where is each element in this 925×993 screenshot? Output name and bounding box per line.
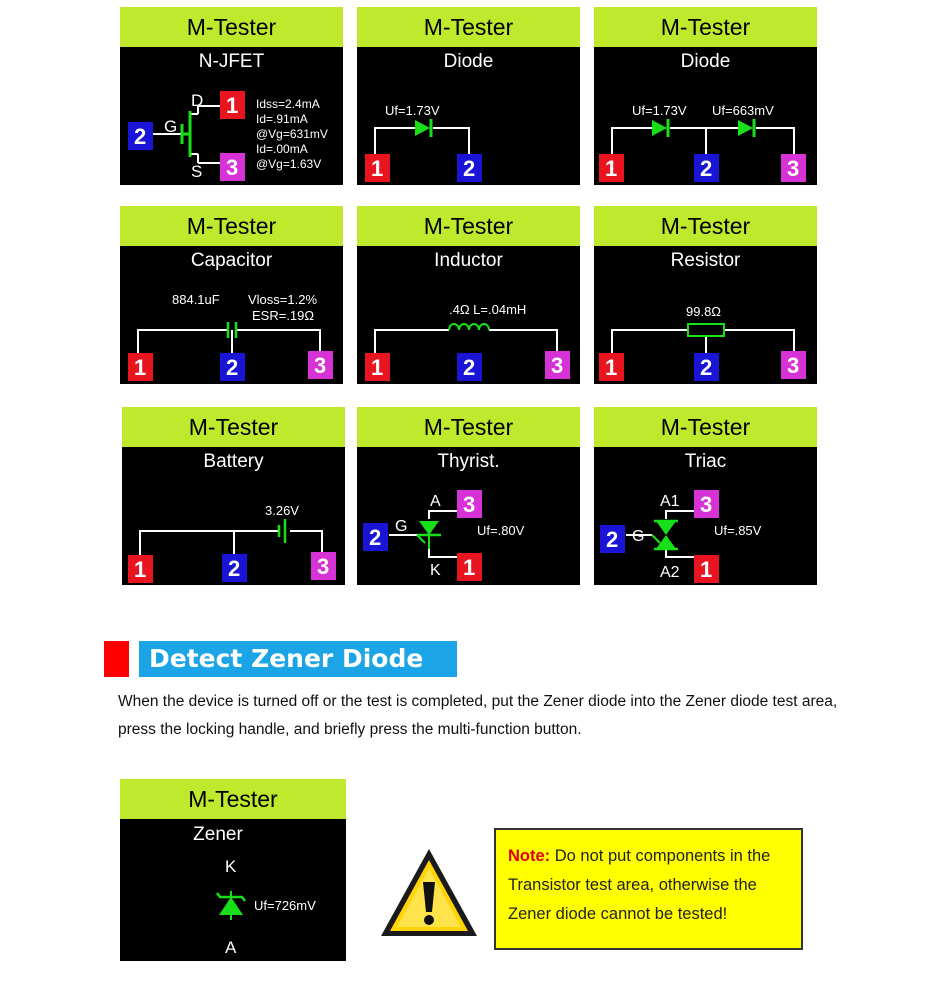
svg-text:2: 2 — [700, 156, 713, 181]
svg-text:1: 1 — [700, 557, 713, 582]
svg-text:A1: A1 — [660, 493, 680, 510]
diode-double-diagram — [594, 7, 817, 185]
svg-text:2: 2 — [463, 156, 476, 181]
svg-text:Id=.91mA: Id=.91mA — [256, 112, 308, 126]
svg-text:A2: A2 — [660, 564, 680, 581]
thyristor-diagram — [357, 407, 580, 585]
instructions-text: When the device is turned off or the test is completed, put the Zener diode into the Zener diode test area, press the locking handle, and briefly press the multi-function button. — [118, 693, 838, 738]
inductor-diagram — [357, 206, 580, 384]
svg-text:@Vg=1.63V: @Vg=1.63V — [256, 157, 322, 171]
svg-text:Uf=1.73V: Uf=1.73V — [385, 103, 440, 118]
svg-text:@Vg=631mV: @Vg=631mV — [256, 127, 328, 141]
screen-title: N-JFET — [198, 51, 265, 72]
svg-text:G: G — [395, 518, 408, 535]
section-title: Detect Zener Diode — [149, 644, 424, 673]
svg-text:3: 3 — [317, 554, 330, 579]
section-marker — [104, 641, 129, 677]
svg-text:1: 1 — [134, 355, 147, 380]
screen-thyristor — [357, 407, 580, 585]
svg-text:3: 3 — [787, 156, 800, 181]
svg-text:Uf=663mV: Uf=663mV — [712, 103, 774, 118]
screen-njfet — [120, 7, 343, 185]
njfet-diagram — [120, 7, 343, 185]
resistor-diagram — [594, 206, 817, 384]
svg-text:2: 2 — [606, 527, 619, 552]
svg-text:K: K — [430, 562, 441, 579]
svg-text:2: 2 — [226, 355, 239, 380]
triac-diagram — [594, 407, 817, 585]
screen-title: Capacitor — [190, 250, 273, 271]
screen-header: M-Tester — [357, 7, 580, 47]
svg-text:A: A — [430, 493, 441, 510]
screen-header: M-Tester — [357, 206, 580, 246]
svg-text:3: 3 — [314, 353, 327, 378]
svg-text:1: 1 — [134, 557, 147, 582]
svg-text:G: G — [164, 117, 178, 136]
svg-text:884.1uF: 884.1uF — [172, 292, 220, 307]
svg-text:K: K — [225, 857, 237, 876]
screen-header: M-Tester — [122, 407, 345, 447]
svg-text:1: 1 — [371, 156, 384, 181]
svg-text:3: 3 — [700, 492, 713, 517]
screen-title: Resistor — [670, 250, 741, 271]
svg-text:1: 1 — [226, 93, 239, 118]
screen-header: M-Tester — [120, 206, 343, 246]
section-heading — [104, 641, 457, 677]
svg-text:G: G — [632, 528, 645, 545]
svg-text:Uf=.85V: Uf=.85V — [714, 523, 762, 538]
svg-text:Id=.00mA: Id=.00mA — [256, 142, 308, 156]
note-box — [494, 828, 803, 950]
warning-triangle-icon — [378, 846, 480, 940]
screen-title: Inductor — [434, 250, 503, 271]
note-text: Do not put components in the Transistor test area, otherwise the Zener diode cannot be tested! — [508, 847, 771, 923]
screen-header: M-Tester — [594, 407, 817, 447]
svg-text:Vloss=1.2%: Vloss=1.2% — [248, 292, 318, 307]
screen-diode-double — [594, 7, 817, 185]
svg-text:3: 3 — [226, 155, 239, 180]
svg-text:2: 2 — [228, 556, 241, 581]
screen-inductor — [357, 206, 580, 384]
screen-capacitor — [120, 206, 343, 384]
svg-text:ESR=.19Ω: ESR=.19Ω — [252, 308, 315, 323]
screen-title: Diode — [443, 51, 494, 72]
screen-title: Zener — [193, 824, 243, 845]
svg-text:2: 2 — [463, 355, 476, 380]
diode-diagram — [357, 7, 580, 185]
capacitor-diagram — [120, 206, 343, 384]
battery-diagram — [122, 407, 345, 585]
svg-text:A: A — [225, 938, 237, 957]
screen-header: M-Tester — [120, 7, 343, 47]
svg-text:3.26V: 3.26V — [265, 503, 299, 518]
svg-text:Uf=.80V: Uf=.80V — [477, 523, 525, 538]
svg-text:S: S — [191, 162, 203, 181]
svg-text:1: 1 — [371, 355, 384, 380]
screen-title: Triac — [684, 451, 727, 472]
screen-header: M-Tester — [120, 779, 346, 819]
svg-text:3: 3 — [463, 492, 476, 517]
svg-text:2: 2 — [369, 525, 382, 550]
svg-text:D: D — [191, 91, 204, 110]
svg-text:1: 1 — [605, 355, 618, 380]
svg-text:3: 3 — [551, 353, 564, 378]
svg-text:.4Ω L=.04mH: .4Ω L=.04mH — [449, 302, 527, 317]
screen-header: M-Tester — [594, 7, 817, 47]
screen-resistor — [594, 206, 817, 384]
svg-text:Uf=726mV: Uf=726mV — [254, 898, 316, 913]
svg-text:Idss=2.4mA: Idss=2.4mA — [256, 97, 320, 111]
svg-text:3: 3 — [787, 353, 800, 378]
svg-text:1: 1 — [605, 156, 618, 181]
svg-text:2: 2 — [700, 355, 713, 380]
svg-text:1: 1 — [463, 555, 476, 580]
zener-diagram — [120, 779, 346, 961]
screen-triac — [594, 407, 817, 585]
screen-title: Battery — [203, 451, 264, 472]
svg-text:Uf=1.73V: Uf=1.73V — [632, 103, 687, 118]
screen-diode-single — [357, 7, 580, 185]
screen-header: M-Tester — [357, 407, 580, 447]
svg-text:2: 2 — [134, 124, 147, 149]
note-label: Note: — [508, 847, 551, 865]
screen-zener — [120, 779, 346, 961]
screen-title: Thyrist. — [437, 451, 500, 472]
screen-header: M-Tester — [594, 206, 817, 246]
screen-title: Diode — [680, 51, 731, 72]
screen-battery — [122, 407, 345, 585]
svg-text:99.8Ω: 99.8Ω — [686, 304, 722, 319]
